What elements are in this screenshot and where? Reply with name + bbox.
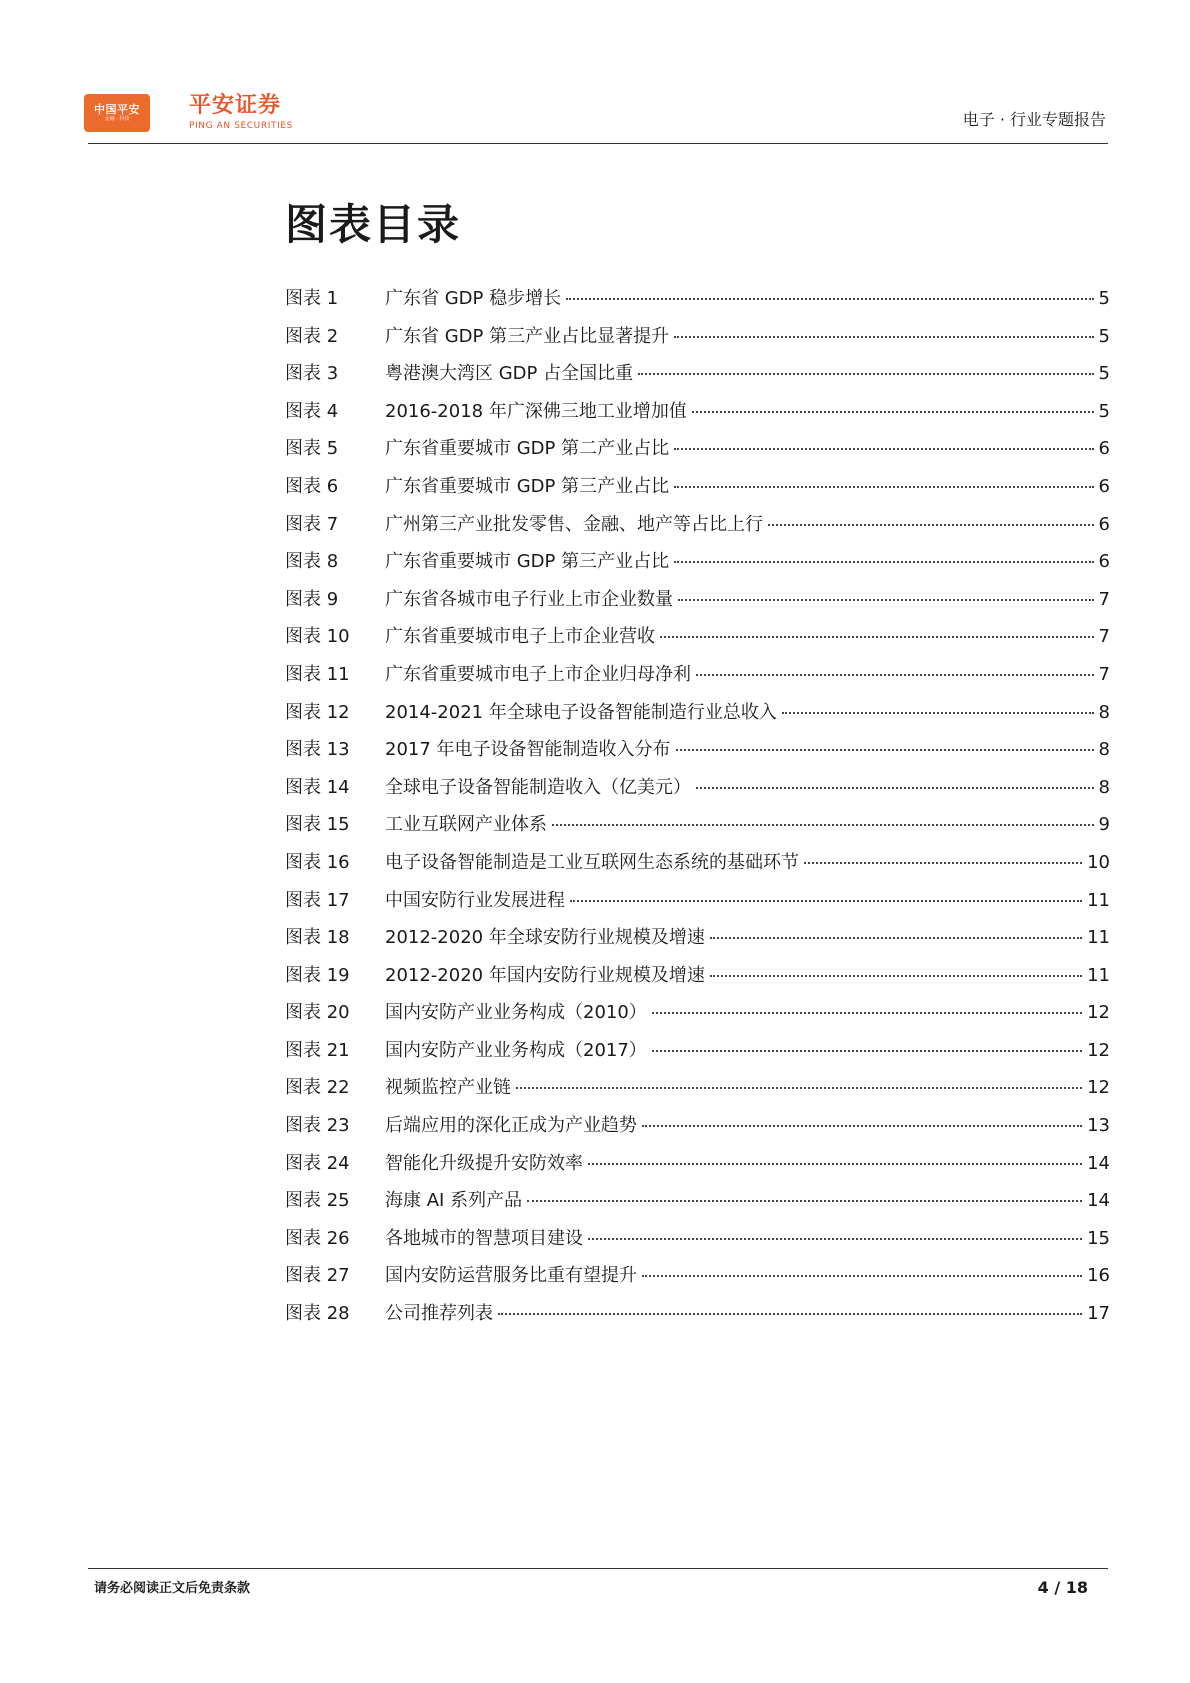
toc-entry-page: 5 <box>1098 288 1110 309</box>
toc-entry-label: 图表 22 <box>285 1077 350 1099</box>
toc-entry-title: 公司推荐列表 <box>385 1303 493 1325</box>
toc-entry[interactable] <box>285 700 1110 738</box>
toc-entry-label: 图表 16 <box>285 851 350 873</box>
toc-dot-leader <box>566 297 1093 300</box>
toc-entry-label: 图表 10 <box>285 626 350 648</box>
toc-dot-leader <box>642 1124 1082 1127</box>
toc-entry[interactable] <box>285 624 1110 662</box>
toc-entry-page: 5 <box>1098 400 1110 422</box>
toc-entry[interactable] <box>285 888 1110 926</box>
toc-entry-title: 2017 年电子设备智能制造收入分布 <box>385 739 671 761</box>
toc-entry-page: 13 <box>1087 1115 1110 1137</box>
toc-entry-label: 图表 28 <box>285 1303 350 1325</box>
toc-dot-leader <box>660 635 1094 638</box>
toc-entry-title: 广东省 GDP 稳步增长 <box>385 288 562 309</box>
toc-entry-page: 6 <box>1098 475 1110 497</box>
toc-entry-page: 12 <box>1087 1039 1110 1061</box>
toc-entry-label: 图表 3 <box>285 363 339 385</box>
footer-divider <box>88 1568 1108 1569</box>
toc-entry[interactable] <box>285 324 1110 362</box>
toc-entry-label: 图表 27 <box>285 1265 350 1287</box>
toc-dot-leader <box>638 372 1093 375</box>
toc-dot-leader <box>674 485 1093 488</box>
toc-entry[interactable] <box>285 1188 1110 1226</box>
brand-name-en: PING AN SECURITIES <box>189 121 293 131</box>
toc-entry-page: 8 <box>1098 739 1110 761</box>
toc-entry[interactable] <box>285 925 1110 963</box>
toc-entry-page: 16 <box>1087 1265 1110 1287</box>
toc-entry-page: 6 <box>1098 513 1110 535</box>
table-of-figures <box>285 286 1110 1339</box>
toc-entry[interactable] <box>285 1038 1110 1076</box>
toc-entry-title: 广东省重要城市电子上市企业归母净利 <box>385 663 691 685</box>
toc-entry-label: 图表 5 <box>285 438 339 460</box>
toc-entry-title: 视频监控产业链 <box>385 1077 511 1099</box>
brand-logo <box>189 92 293 132</box>
toc-entry-page: 12 <box>1087 1002 1110 1024</box>
toc-entry[interactable] <box>285 737 1110 775</box>
toc-entry-title: 广东省重要城市 GDP 第二产业占比 <box>385 438 670 460</box>
toc-entry[interactable] <box>285 1113 1110 1151</box>
toc-entry-page: 6 <box>1098 438 1110 460</box>
toc-dot-leader <box>804 861 1082 864</box>
toc-entry-page: 15 <box>1087 1227 1110 1249</box>
toc-entry-page: 5 <box>1098 325 1110 347</box>
toc-entry-label: 图表 4 <box>285 400 339 422</box>
toc-entry[interactable] <box>285 1000 1110 1038</box>
toc-entry-label: 图表 13 <box>285 739 350 761</box>
toc-entry-label: 图表 17 <box>285 889 350 911</box>
toc-entry-label: 图表 25 <box>285 1190 350 1212</box>
toc-entry-label: 图表 26 <box>285 1227 350 1249</box>
toc-entry[interactable] <box>285 549 1110 587</box>
toc-entry-title: 2014-2021 年全球电子设备智能制造行业总收入 <box>385 701 777 723</box>
toc-entry[interactable] <box>285 587 1110 625</box>
toc-entry-page: 10 <box>1087 851 1110 873</box>
toc-entry-label: 图表 21 <box>285 1039 350 1061</box>
toc-entry[interactable] <box>285 850 1110 888</box>
toc-dot-leader <box>498 1312 1082 1315</box>
toc-entry-title: 广东省 GDP 第三产业占比显著提升 <box>385 325 670 347</box>
toc-entry-title: 广东省重要城市 GDP 第三产业占比 <box>385 475 670 497</box>
toc-entry-page: 14 <box>1087 1190 1110 1212</box>
toc-entry-page: 11 <box>1087 964 1110 986</box>
toc-entry[interactable] <box>285 1075 1110 1113</box>
toc-entry-label: 图表 6 <box>285 475 339 497</box>
toc-dot-leader <box>652 1011 1082 1014</box>
toc-entry-label: 图表 15 <box>285 814 350 836</box>
toc-dot-leader <box>692 410 1094 413</box>
toc-dot-leader <box>696 786 1094 789</box>
toc-entry[interactable] <box>285 775 1110 813</box>
toc-entry-page: 7 <box>1098 588 1110 610</box>
toc-entry-page: 11 <box>1087 927 1110 949</box>
toc-entry-title: 后端应用的深化正成为产业趋势 <box>385 1115 637 1137</box>
logo-badge-text: 中国平安 <box>94 103 140 116</box>
toc-entry[interactable] <box>285 662 1110 700</box>
toc-entry-page: 17 <box>1087 1303 1110 1325</box>
toc-entry-title: 广东省重要城市电子上市企业营收 <box>385 626 655 648</box>
toc-dot-leader <box>710 936 1082 939</box>
toc-entry-title: 2012-2020 年全球安防行业规模及增速 <box>385 927 705 949</box>
toc-entry-page: 12 <box>1087 1077 1110 1099</box>
toc-entry[interactable] <box>285 512 1110 550</box>
toc-entry-label: 图表 19 <box>285 964 350 986</box>
toc-entry-page: 5 <box>1098 363 1110 385</box>
toc-dot-leader <box>782 711 1094 714</box>
brand-name-cn: 平安证券 <box>189 93 282 118</box>
toc-entry-label: 图表 8 <box>285 551 339 573</box>
toc-entry[interactable] <box>285 963 1110 1001</box>
toc-entry-label: 图表 7 <box>285 513 339 535</box>
toc-entry[interactable] <box>285 812 1110 850</box>
toc-entry[interactable] <box>285 1226 1110 1264</box>
toc-dot-leader <box>710 974 1082 977</box>
toc-dot-leader <box>678 598 1094 601</box>
toc-dot-leader <box>676 748 1094 751</box>
toc-dot-leader <box>696 673 1094 676</box>
toc-entry-page: 7 <box>1098 663 1110 685</box>
toc-entry-title: 2012-2020 年国内安防行业规模及增速 <box>385 964 705 986</box>
toc-entry-title: 中国安防行业发展进程 <box>385 889 565 911</box>
toc-entry[interactable] <box>285 474 1110 512</box>
toc-entry[interactable] <box>285 1301 1110 1339</box>
toc-entry-label: 图表 9 <box>285 588 339 610</box>
toc-dot-leader <box>642 1274 1082 1277</box>
toc-dot-leader <box>588 1237 1082 1240</box>
toc-entry-title: 海康 AI 系列产品 <box>385 1190 523 1212</box>
logo-badge-subtext: 金融 · 科技 <box>104 116 130 122</box>
toc-entry-label: 图表 11 <box>285 663 350 685</box>
toc-entry-title: 粤港澳大湾区 GDP 占全国比重 <box>385 363 634 385</box>
toc-dot-leader <box>527 1199 1082 1202</box>
toc-dot-leader <box>674 447 1093 450</box>
toc-dot-leader <box>674 560 1093 563</box>
toc-entry-label: 图表 1 <box>285 288 339 309</box>
report-type-label: 电子 · 行业专题报告 <box>962 110 1106 129</box>
toc-entry-label: 图表 23 <box>285 1115 350 1137</box>
header-divider <box>88 143 1108 144</box>
toc-entry-page: 8 <box>1098 776 1110 798</box>
toc-entry-title: 智能化升级提升安防效率 <box>385 1152 583 1174</box>
page-title: 图表目录 <box>285 200 462 249</box>
toc-entry[interactable] <box>285 436 1110 474</box>
toc-entry-label: 图表 12 <box>285 701 350 723</box>
toc-entry-title: 2016-2018 年广深佛三地工业增加值 <box>385 400 687 422</box>
toc-entry-page: 8 <box>1098 701 1110 723</box>
toc-entry[interactable] <box>285 286 1110 324</box>
toc-entry-label: 图表 24 <box>285 1152 350 1174</box>
toc-entry-page: 9 <box>1098 814 1110 836</box>
toc-entry-title: 广东省各城市电子行业上市企业数量 <box>385 588 673 610</box>
toc-entry-page: 14 <box>1087 1152 1110 1174</box>
toc-entry-page: 7 <box>1098 626 1110 648</box>
toc-dot-leader <box>588 1162 1082 1165</box>
toc-dot-leader <box>652 1049 1082 1052</box>
toc-entry[interactable] <box>285 1151 1110 1189</box>
page-number: 4 / 18 <box>1037 1578 1088 1597</box>
toc-dot-leader <box>516 1086 1082 1089</box>
disclaimer-text: 请务必阅读正文后免责条款 <box>94 1581 251 1596</box>
toc-entry-label: 图表 20 <box>285 1002 350 1024</box>
toc-entry-title: 国内安防产业业务构成（2017） <box>385 1039 647 1061</box>
toc-entry-label: 图表 18 <box>285 927 350 949</box>
toc-entry-page: 11 <box>1087 889 1110 911</box>
toc-dot-leader <box>552 823 1094 826</box>
toc-entry-title: 广东省重要城市 GDP 第三产业占比 <box>385 551 670 573</box>
toc-entry-title: 国内安防产业业务构成（2010） <box>385 1002 647 1024</box>
toc-entry-title: 各地城市的智慧项目建设 <box>385 1227 583 1249</box>
toc-entry-label: 图表 2 <box>285 325 339 347</box>
toc-entry-title: 广州第三产业批发零售、金融、地产等占比上行 <box>385 513 763 535</box>
toc-entry[interactable] <box>285 361 1110 399</box>
company-logo-badge <box>84 94 150 132</box>
toc-entry-title: 电子设备智能制造是工业互联网生态系统的基础环节 <box>385 851 799 873</box>
toc-dot-leader <box>674 335 1093 338</box>
toc-entry-label: 图表 14 <box>285 776 350 798</box>
toc-entry[interactable] <box>285 1263 1110 1301</box>
toc-entry[interactable] <box>285 399 1110 437</box>
toc-dot-leader <box>570 899 1082 902</box>
toc-entry-title: 工业互联网产业体系 <box>385 814 547 836</box>
toc-entry-title: 国内安防运营服务比重有望提升 <box>385 1265 637 1287</box>
toc-dot-leader <box>768 523 1094 526</box>
toc-entry-page: 6 <box>1098 551 1110 573</box>
toc-entry-title: 全球电子设备智能制造收入（亿美元） <box>385 776 691 798</box>
